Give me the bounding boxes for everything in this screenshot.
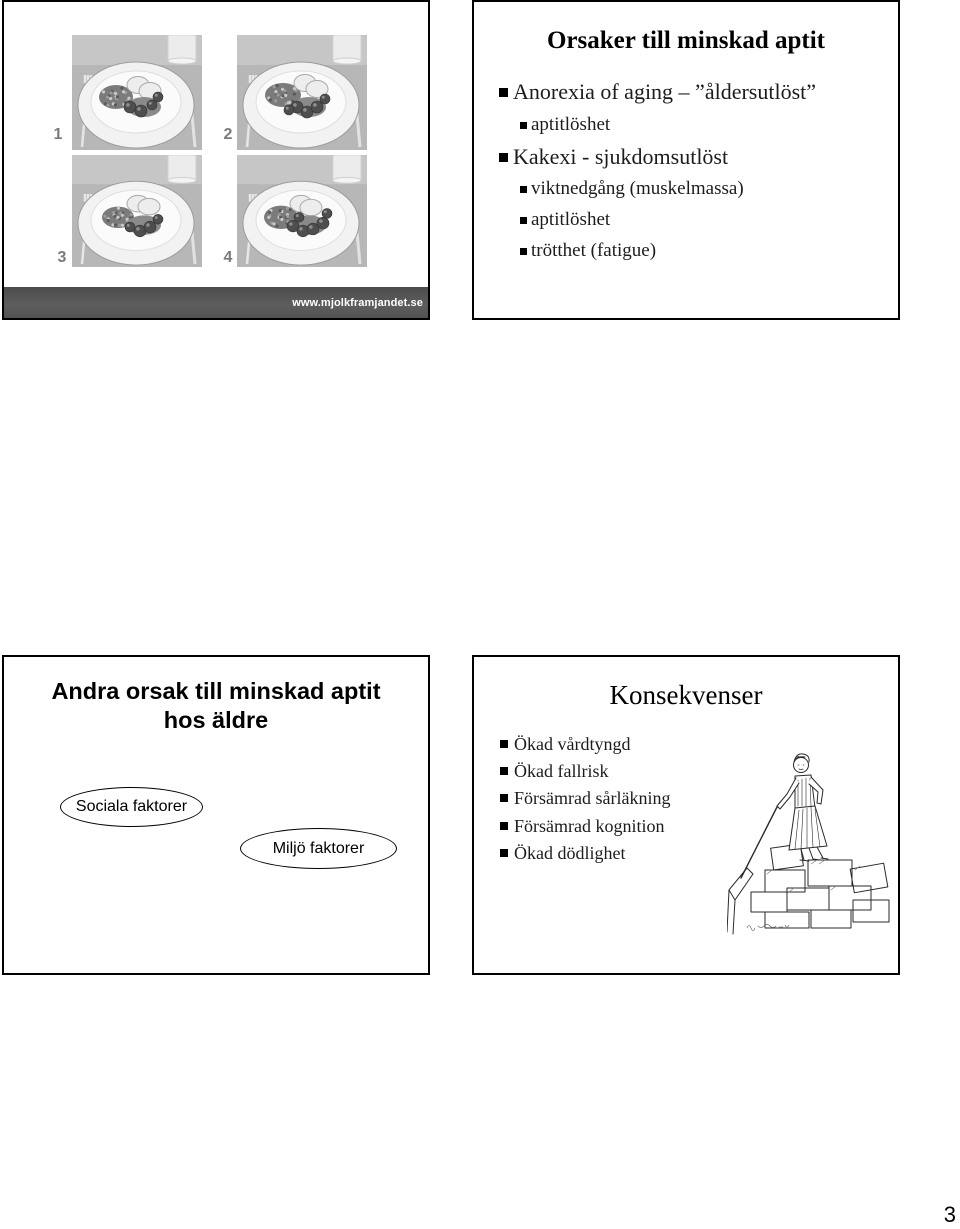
pea	[129, 213, 132, 216]
meatball	[153, 92, 163, 102]
glass	[168, 35, 196, 61]
meatball	[135, 105, 147, 117]
slide-title: Konsekvenser	[609, 680, 763, 710]
sub-bullet-item	[520, 178, 744, 200]
bullet-text: Ökad fallrisk	[514, 760, 609, 781]
pea	[284, 94, 287, 97]
square-bullet-icon	[500, 740, 508, 748]
block	[829, 886, 871, 910]
sub-bullet-item	[520, 240, 656, 262]
meatball-highlight	[286, 107, 289, 110]
pea	[286, 207, 289, 210]
pea	[121, 224, 124, 227]
square-bullet-icon	[499, 153, 508, 162]
meatball	[124, 101, 136, 113]
meatball-highlight	[136, 227, 140, 231]
meatball-highlight	[155, 216, 158, 219]
bullet-text: Försämrad kognition	[514, 815, 665, 836]
pea	[293, 92, 296, 95]
bullet-item	[500, 815, 665, 837]
potato	[300, 199, 322, 216]
meatball-highlight	[324, 210, 327, 213]
bullet-text: Ökad vårdtyngd	[514, 733, 631, 754]
pea	[120, 87, 123, 90]
square-bullet-icon	[520, 248, 527, 255]
pea	[276, 84, 279, 87]
square-bullet-icon	[520, 186, 527, 193]
pea	[116, 95, 119, 98]
sub-bullet-text: trötthet (fatigue)	[531, 240, 657, 261]
square-bullet-icon	[500, 767, 508, 775]
pea	[122, 90, 125, 93]
pea	[272, 222, 275, 225]
pea	[267, 216, 270, 219]
slide-orsaker	[472, 0, 900, 320]
pea	[106, 104, 109, 107]
pea	[102, 90, 105, 93]
meatball-highlight	[299, 227, 303, 231]
slide-konsekvenser	[472, 655, 900, 975]
glass	[333, 35, 361, 61]
pea	[274, 90, 277, 93]
meatball	[317, 217, 329, 229]
bullet-item	[500, 842, 625, 864]
slide-footer-bar	[4, 287, 428, 318]
sub-bullet-item	[520, 209, 610, 231]
bullet-item	[499, 79, 816, 105]
meatball-highlight	[146, 223, 150, 227]
slide-plates-photos	[2, 0, 430, 320]
plate-photo-1	[72, 35, 202, 150]
footer-url: www.mjolkframjandet.se	[292, 296, 423, 309]
plate-photo-image	[72, 35, 202, 150]
meatball-highlight	[296, 214, 299, 217]
block	[808, 860, 852, 886]
block	[765, 912, 809, 928]
photo-label-3: 3	[57, 249, 67, 266]
glass-base	[333, 177, 361, 183]
bullet-item	[499, 144, 728, 170]
sub-bullet-text: aptitlöshet	[531, 114, 611, 135]
legs	[801, 847, 823, 860]
meatball-highlight	[127, 224, 130, 227]
square-bullet-icon	[500, 849, 508, 857]
pea	[113, 215, 116, 218]
square-bullet-icon	[499, 88, 508, 97]
pea	[283, 89, 286, 92]
block	[811, 910, 851, 928]
bullet-item	[500, 787, 670, 809]
meatball-highlight	[155, 94, 158, 97]
pea	[276, 224, 279, 227]
meatball	[311, 101, 323, 113]
plate-photo-4	[237, 155, 367, 267]
meatball-highlight	[149, 102, 152, 105]
square-bullet-icon	[500, 794, 508, 802]
meatball-highlight	[137, 107, 141, 111]
slide-title: Orsaker till minskad aptit	[546, 27, 826, 54]
pea	[287, 101, 290, 104]
glass	[333, 155, 361, 180]
meatball	[320, 94, 330, 104]
pea	[116, 216, 119, 219]
pea	[106, 96, 109, 99]
block	[751, 892, 787, 912]
pea	[110, 91, 113, 94]
meatball-highlight	[313, 103, 317, 107]
bullet-item	[500, 760, 608, 782]
pea	[279, 209, 282, 212]
pea	[278, 213, 281, 216]
pea	[280, 218, 283, 221]
meatball	[125, 222, 135, 232]
meatball	[322, 209, 332, 219]
pea	[118, 224, 121, 227]
glass-base	[168, 58, 196, 64]
block	[765, 870, 805, 892]
meatball-highlight	[309, 225, 313, 229]
pea	[268, 211, 271, 214]
pea	[114, 92, 117, 95]
oval-miljo-faktorer: Miljö faktorer	[240, 828, 397, 869]
pea	[281, 94, 284, 97]
meatball	[284, 105, 294, 115]
pea	[119, 212, 122, 215]
elderly-woman-climbing-blocks-drawing	[727, 750, 892, 935]
meatball-highlight	[322, 96, 325, 99]
block	[787, 888, 829, 910]
photo-label-1: 1	[53, 126, 63, 143]
sub-bullet-text: viktnedgång (muskelmassa)	[531, 178, 744, 199]
square-bullet-icon	[520, 122, 527, 129]
photo-label-4: 4	[223, 249, 233, 266]
bullet-item	[500, 733, 630, 755]
sub-bullet-text: aptitlöshet	[531, 209, 611, 230]
plate-photo-2	[237, 35, 367, 150]
bullet-text: Anorexia of aging – ”åldersutlöst”	[513, 79, 817, 104]
dress	[789, 806, 827, 850]
pea	[114, 223, 117, 226]
square-bullet-icon	[520, 217, 527, 224]
bullet-text: Kakexi - sjukdomsutlöst	[513, 144, 729, 169]
page-number: 3	[943, 1202, 956, 1227]
pea	[114, 103, 117, 106]
slide-title: Andra orsak till minskad aptit hos äldre	[51, 678, 381, 733]
bullet-text: Ökad dödlighet	[514, 842, 626, 863]
meatball	[294, 212, 304, 222]
pea	[273, 85, 276, 88]
meatball	[153, 214, 163, 224]
plate-photo-image	[237, 35, 367, 150]
tilted-board	[727, 868, 753, 934]
pea	[274, 99, 277, 102]
glass	[168, 155, 196, 180]
walking-cane	[741, 807, 777, 878]
slide-andra-orsaker	[2, 655, 430, 975]
meatball-highlight	[289, 222, 293, 226]
plate-photo-image	[237, 155, 367, 267]
photo-label-2: 2	[223, 126, 233, 143]
meatball-highlight	[303, 108, 307, 112]
meatball-highlight	[126, 103, 130, 107]
meatball-highlight	[319, 219, 323, 223]
bullet-text: Försämrad sårläkning	[514, 787, 671, 808]
plate-photo-image	[72, 155, 202, 267]
pea	[117, 207, 120, 210]
pea	[103, 215, 106, 218]
pea	[109, 97, 112, 100]
pea	[112, 211, 115, 214]
block-shading	[767, 860, 860, 892]
plate-photo-3	[72, 155, 202, 267]
sub-bullet-item	[520, 114, 610, 136]
pea	[269, 98, 272, 101]
head	[794, 758, 809, 773]
pea	[127, 97, 130, 100]
meatball	[144, 221, 156, 233]
meatball-highlight	[293, 103, 297, 107]
pea	[107, 219, 110, 222]
glass-base	[333, 58, 361, 64]
glass-base	[168, 177, 196, 183]
square-bullet-icon	[500, 822, 508, 830]
pea	[276, 93, 279, 96]
potato	[138, 198, 160, 215]
oval-sociala-faktorer: Sociala faktorer	[60, 787, 203, 827]
block	[850, 863, 888, 893]
pea	[286, 215, 289, 218]
pea	[126, 218, 129, 221]
